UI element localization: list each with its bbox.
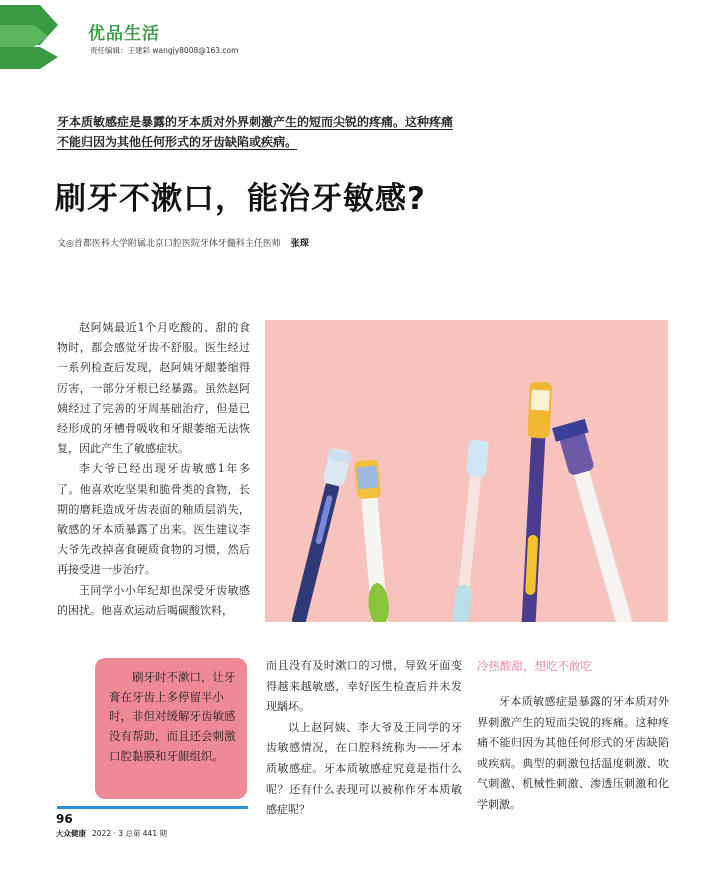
page-number: 96 bbox=[56, 812, 73, 826]
paragraph: 李大爷已经出现牙齿敏感1年多了。他喜欢吃坚果和脆骨类的食物，长期的磨耗造成牙齿表面的釉质层消失，敏感的牙本质暴露了出来。医生建议李大爷先改掉喜食硬质食物的习惯，然后再接受进一步治疗。 bbox=[57, 462, 250, 577]
body-column-3: 牙本质敏感症是暴露的牙本质对外界刺激产生的短而尖锐的疼痛。这种疼痛不能归因为其他任何形式的牙齿缺陷或疾病。典型的刺激包括温度刺激、吹气刺激、机械性刺激、渗透压刺激和化学刺激。 bbox=[477, 695, 669, 811]
article-title: 刷牙不漱口，能治牙敏感? bbox=[55, 181, 426, 217]
editor-credit: 责任编辑：王建彩 wangjy8008@163.com bbox=[90, 46, 239, 55]
paragraph: 王同学小小年纪却也深受牙齿敏感的困扰。他喜欢运动后喝碳酸饮料， bbox=[57, 583, 250, 617]
section-tab-graphic bbox=[0, 5, 60, 69]
magazine-info bbox=[56, 828, 167, 839]
byline-affiliation: 文◎首都医科大学附属北京口腔医院牙体牙髓科主任医师 bbox=[57, 239, 281, 249]
lead-paragraph bbox=[57, 112, 477, 152]
footer-rule bbox=[57, 806, 248, 809]
body-column-2 bbox=[266, 656, 462, 821]
subheading: 冷热酸甜，想吃不敢吃 bbox=[477, 659, 592, 673]
paragraph: 而且没有及时漱口的习惯，导致牙面变得越来越敏感，幸好医生检查后并未发现龋坏。 bbox=[266, 659, 462, 714]
paragraph: 赵阿姨最近1个月吃酸的、甜的食物时，都会感觉牙齿不舒服。医生经过一系列检查后发现，赵阿姨牙龈萎缩得厉害，一部分牙根已经暴露。虽然赵阿姨经过了完善的牙周基础治疗，但是已经形成的牙槽骨吸收和牙龈萎缩无法恢复，因此产生了敏感症状。 bbox=[57, 321, 250, 456]
toothbrushes-photo bbox=[265, 320, 668, 622]
issue-info: 2022 · 3 总第 441 期 bbox=[92, 829, 167, 838]
lead-line-2: 不能归因为其他任何形式的牙齿缺陷或疾病。 bbox=[57, 135, 298, 149]
lead-line-1: 牙本质敏感症是暴露的牙本质对外界刺激产生的短而尖锐的疼痛。这种疼痛 bbox=[57, 115, 454, 129]
magazine-name: 大众健康 bbox=[56, 829, 86, 838]
paragraph: 以上赵阿姨、李大爷及王同学的牙齿敏感情况，在口腔科统称为——牙本质敏感症。牙本质敏感症究竟是指什么呢？还有什么表现可以被称作牙本质敏感症呢？ bbox=[266, 720, 462, 817]
body-column-1 bbox=[57, 318, 250, 621]
pull-quote-text: 刷牙时不漱口，让牙膏在牙齿上多停留半小时，非但对缓解牙齿敏感没有帮助，而且还会刺激口腔黏膜和牙龈组织。 bbox=[109, 670, 236, 763]
section-title: 优品生活 bbox=[88, 24, 160, 44]
byline bbox=[57, 236, 309, 249]
author-name: 张琛 bbox=[290, 239, 309, 249]
